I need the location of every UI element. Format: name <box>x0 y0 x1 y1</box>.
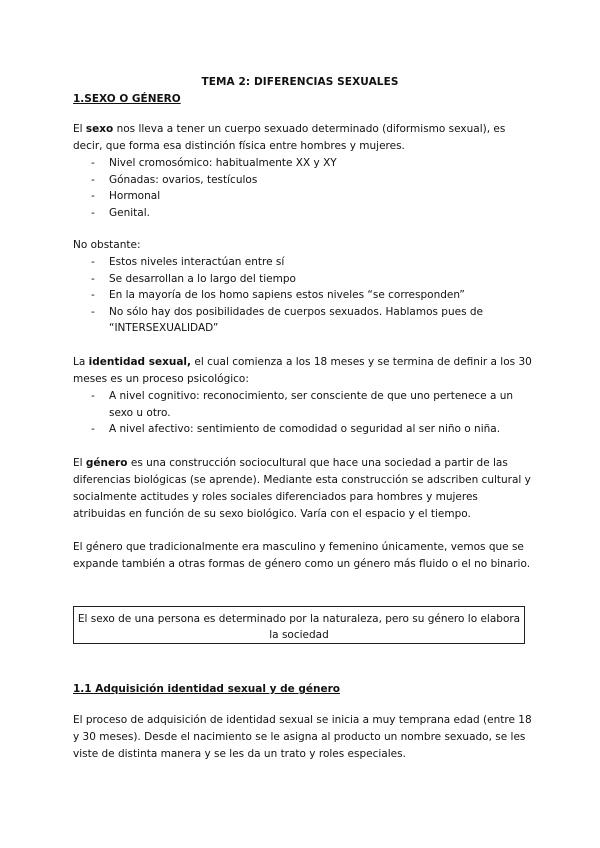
identidad-term: identidad sexual, <box>88 356 192 368</box>
section-heading-adquisicion: 1.1 Adquisición identidad sexual y de género <box>73 683 340 695</box>
identidad-para-pre: La <box>73 356 89 368</box>
list-item: - Estos niveles interactúan entre sí <box>73 254 533 271</box>
list-item: - En la mayoría de los homo sapiens estos niveles “se corresponden” <box>73 287 533 304</box>
genero-term: género <box>85 457 128 469</box>
list-item: - Hormonal <box>73 188 533 205</box>
adquisicion-paragraph: El proceso de adquisición de identidad sexual se inicia a muy temprana edad (entre 18 y 30 meses). Desde el nacimiento se le asigna al producto un nombre sexuado, se les viste de distinta manera y se les da un trato y roles especiales. <box>73 714 532 760</box>
list-item: - No sólo hay dos posibilidades de cuerpos sexuados. Hablamos pues de “INTERSEXUALIDAD” <box>73 304 533 337</box>
identidad-paragraph <box>73 354 533 388</box>
no-obstante-list <box>73 254 533 337</box>
list-item: - Se desarrollan a lo largo del tiempo <box>73 271 533 288</box>
sexo-paragraph <box>73 121 533 155</box>
genero-expansion-paragraph: El género que tradicionalmente era masculino y femenino únicamente, vemos que se expande también a otras formas de género como un género más fluido o el no binario. <box>73 541 531 570</box>
sexo-levels-list <box>73 155 533 221</box>
no-obstante-label: No obstante: <box>73 239 141 251</box>
section-heading-sexo-genero: 1.SEXO O GÉNERO <box>73 93 181 105</box>
genero-paragraph <box>73 455 533 523</box>
list-item: - Nivel cromosómico: habitualmente XX y XY <box>73 155 533 172</box>
identidad-para-post: el cual comienza a los 18 meses y se termina de definir a los 30 meses es un proceso psicológico: <box>73 356 532 385</box>
list-item: - Gónadas: ovarios, testículos <box>73 172 533 189</box>
sexo-para-pre: El <box>73 123 86 135</box>
highlight-box: El sexo de una persona es determinado por la naturaleza, pero su género lo elabora la sociedad <box>73 606 525 644</box>
genero-para-post: es una construcción sociocultural que hace una sociedad a partir de las diferencias biológicas (se aprende). Mediante esta construcción se adscriben cultural y socialmente actitudes y roles sociales diferenciados para hombres y mujeres atribuidas en función de su sexo biológico. Varía con el espacio y el tiempo. <box>73 457 531 520</box>
list-item: - A nivel cognitivo: reconocimiento, ser consciente de que uno pertenece a un sexo u otro. <box>73 388 533 421</box>
list-item: - Genital. <box>73 205 533 222</box>
list-item: - A nivel afectivo: sentimiento de comodidad o seguridad al ser niño o niña. <box>73 421 533 438</box>
document-title: TEMA 2: DIFERENCIAS SEXUALES <box>201 76 399 88</box>
sexo-para-post: nos lleva a tener un cuerpo sexuado determinado (diformismo sexual), es decir, que forma esa distinción física entre hombres y mujeres. <box>73 123 506 152</box>
genero-para-pre: El <box>73 457 86 469</box>
sexo-term: sexo <box>85 123 114 135</box>
identidad-list <box>73 388 533 438</box>
